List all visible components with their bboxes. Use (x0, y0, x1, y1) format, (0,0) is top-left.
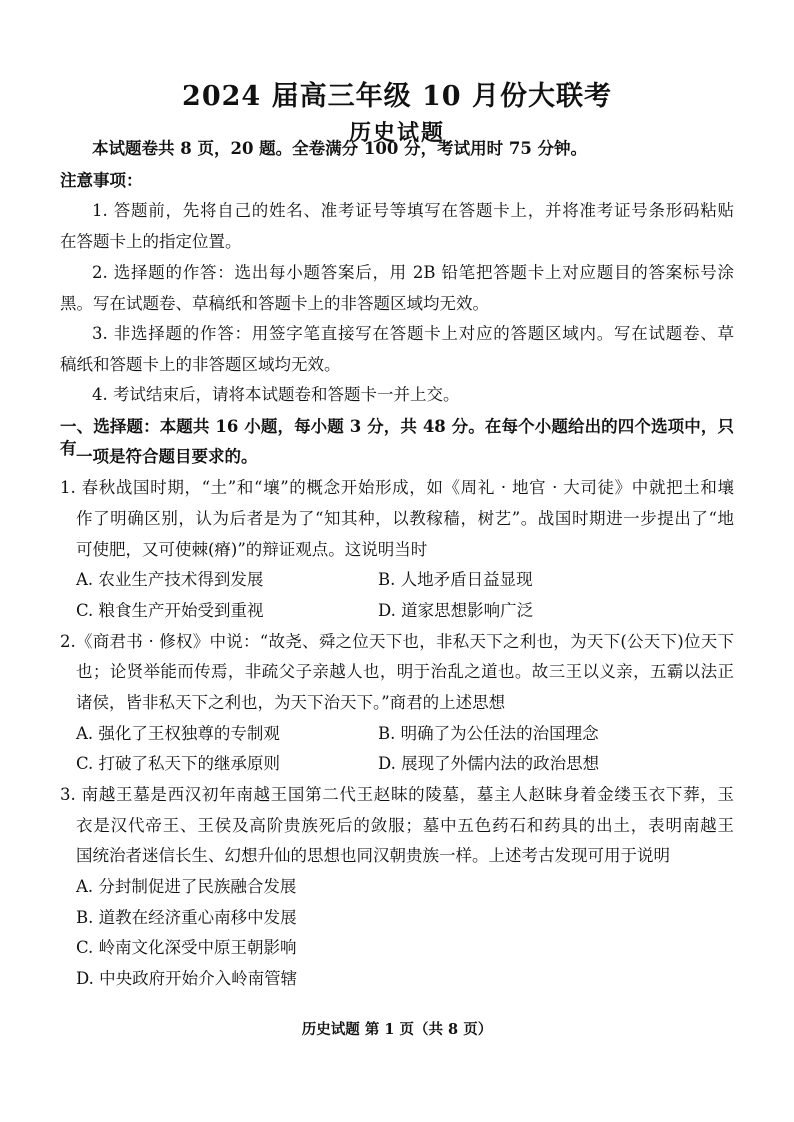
section-1-heading-line-2: 一项是符合题目要求的。 (76, 447, 258, 466)
question-1-option-d: D. 道家思想影响广泛 (378, 601, 534, 620)
question-3-line-3: 国统治者迷信长生、幻想升仙的思想也同汉朝贵族一样。上述考古发现可用于说明 (76, 846, 670, 865)
page-footer: 历史试题 第 1 页（共 8 页） (301, 1021, 493, 1038)
question-2-option-b: B. 明确了为公任法的治国理念 (378, 724, 599, 743)
question-1-option-a: A. 农业生产技术得到发展 (76, 570, 264, 589)
question-3-option-b: B. 道教在经济重心南移中发展 (76, 908, 297, 927)
notice-item-1-line-2: 在答题卡上的指定位置。 (60, 232, 242, 251)
question-1-line-1: 1. 春秋战国时期，“土”和“壤”的概念开始形成，如《周礼 · 地官 · 大司徒》中就把土和壤 (60, 478, 734, 497)
notice-heading: 注意事项： (60, 171, 143, 190)
question-1-option-c: C. 粮食生产开始受到重视 (76, 601, 264, 620)
question-3-line-2: 衣是汉代帝王、王侯及高阶贵族死后的敛服；墓中五色药石和药具的出土，表明南越王 (76, 816, 734, 835)
notice-item-2-line-1: 2. 选择题的作答：选出每小题答案后，用 2B 铅笔把答题卡上对应题目的答案标号涂 (92, 263, 734, 282)
exam-subject: 历史试题 (348, 120, 445, 146)
question-3-option-c: C. 岭南文化深受中原王朝影响 (76, 938, 297, 957)
exam-info: 本试题卷共 8 页，20 题。全卷满分 100 分，考试用时 75 分钟。 (92, 139, 588, 158)
section-1-heading-line-1: 一、选择题：本题共 16 小题，每小题 3 分，共 48 分。在每个小题给出的四个选项中，只有 (60, 417, 734, 458)
notice-item-3-line-1: 3. 非选择题的作答：用签字笔直接写在答题卡上对应的答题区域内。写在试题卷、草 (92, 324, 734, 343)
question-2-line-3: 诸侯，皆非私天下之利也，为天下治天下。”商君的上述思想 (76, 693, 506, 712)
question-2-line-2: 也；论贤举能而传焉，非疏父子亲越人也，明于治乱之道也。故三王以义亲，五霸以法正 (76, 662, 734, 681)
exam-title: 2024 届高三年级 10 月份大联考 (182, 81, 612, 112)
question-2-option-d: D. 展现了外儒内法的政治思想 (378, 754, 600, 773)
question-1-option-b: B. 人地矛盾日益显现 (378, 570, 533, 589)
question-1-line-2: 作了明确区别，认为后者是为了“知其种，以教稼穑，树艺”。战国时期进一步提出了“地 (76, 509, 734, 528)
question-3-option-a: A. 分封制促进了民族融合发展 (76, 877, 297, 896)
question-3-line-1: 3. 南越王墓是西汉初年南越王国第二代王赵眜的陵墓，墓主人赵眜身着金缕玉衣下葬，玉 (60, 785, 734, 804)
notice-item-2-line-2: 黑。写在试题卷、草稿纸和答题卡上的非答题区域均无效。 (60, 294, 489, 313)
question-3-option-d: D. 中央政府开始介入岭南管辖 (76, 969, 298, 988)
notice-item-3-line-2: 稿纸和答题卡上的非答题区域均无效。 (60, 355, 341, 374)
notice-item-4-line-1: 4. 考试结束后，请将本试题卷和答题卡一并上交。 (92, 385, 460, 404)
question-1-line-3: 可使肥，又可使棘(瘠)”的辩证观点。这说明当时 (76, 540, 428, 559)
notice-item-1-line-1: 1. 答题前，先将自己的姓名、准考证号等填写在答题卡上，并将准考证号条形码粘贴 (92, 201, 734, 220)
question-2-option-a: A. 强化了王权独尊的专制观 (76, 724, 280, 743)
question-2-line-1: 2.《商君书 · 修权》中说：“故尧、舜之位天下也，非私天下之利也，为天下(公天下)位天下 (60, 632, 734, 651)
question-2-option-c: C. 打破了私天下的继承原则 (76, 754, 281, 773)
